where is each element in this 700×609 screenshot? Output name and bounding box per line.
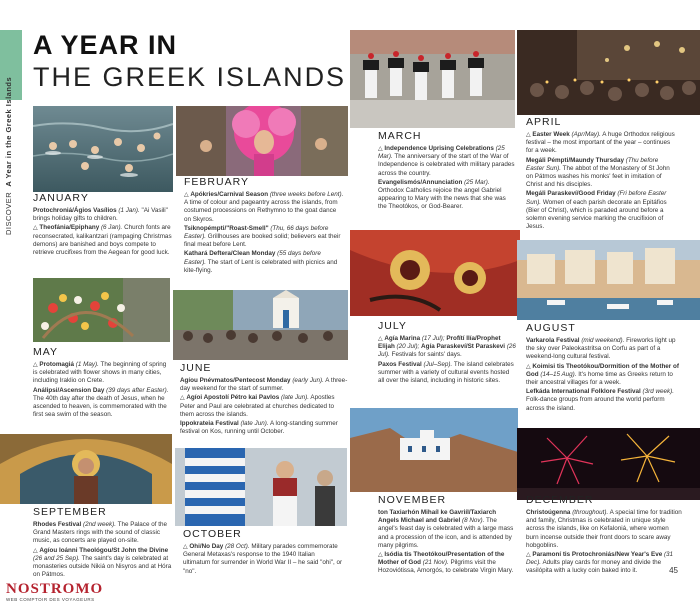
month-heading: JUNE: [180, 362, 212, 374]
month-heading: JULY: [378, 320, 407, 332]
event-text: Grillhouses are booked solid; believers eat their final meat before Lent.: [184, 233, 341, 249]
triangle-bullet-icon: △: [526, 363, 531, 370]
event-title: Paramoní tis Protochroniás/New Year's Eve: [532, 551, 663, 559]
triangle-bullet-icon: △: [183, 544, 188, 550]
event-title: Independence Uprising Celebrations: [384, 145, 494, 152]
event-title: Ippokrateia Festival: [180, 420, 239, 428]
month-heading: AUGUST: [526, 322, 576, 334]
month-heading: DECEMBER: [526, 494, 594, 506]
triangle-bullet-icon: △: [33, 547, 38, 554]
event-text: A special time for tradition and family, Christmas is celebrated in unique style across the islands, like on Kefaloniá, where women burn incense outside their front doors to scare away hobgoblins.: [526, 509, 682, 549]
event-date: (1 May).: [75, 361, 99, 368]
month-heading: OCTOBER: [183, 528, 242, 540]
event-text: The start of Lent is celebrated with picnics and kite-flying.: [184, 258, 338, 274]
event-title: Agíoi Apostolí Pétro kai Pavlos: [186, 394, 280, 402]
photo-april-easter: [517, 30, 700, 115]
event-text: A long-standing summer festival on Kos, running until October.: [180, 420, 338, 436]
event-date: (Fri before Easter Sun).: [526, 190, 667, 206]
event-text: Pilgrims visit the Hozoviótissa, Amorgós, to celebrate Virgin Mary.: [378, 559, 514, 575]
page-title-line1: A YEAR IN: [33, 30, 178, 60]
event-date: (14–15 Aug).: [540, 370, 577, 378]
photo-march-parade: [350, 30, 515, 128]
event-text: Adults play cards for money and divide the vasilópita with a lucky coin baked into it.: [526, 559, 662, 575]
photo-november-monastery: [350, 408, 518, 492]
event-text: Folk-dance groups from around the world perform across the island.: [526, 396, 665, 412]
triangle-bullet-icon: △: [526, 132, 531, 138]
event-title: Protomagiá: [39, 361, 75, 368]
event-date: (17 Jul);: [421, 335, 445, 342]
event-text: Orthodox Catholics rejoice the angel Gabriel appearing to Mary with the news that she was the Theotókos, or God-Bearer.: [378, 187, 506, 211]
event-title: Lefkáda International Folklore Festival: [526, 388, 641, 396]
month-heading: SEPTEMBER: [33, 506, 107, 518]
event-date: (8 Nov).: [461, 517, 485, 525]
triangle-bullet-icon: △: [184, 192, 189, 198]
event-date: (6 Jan).: [100, 224, 123, 232]
triangle-bullet-icon: △: [378, 146, 383, 152]
watermark-name: NOSTROMO: [6, 581, 104, 597]
event-title: Christoúgenna: [526, 509, 571, 516]
event-date: (mid weekend).: [581, 337, 625, 344]
event-title: Tsiknopémpti/"Roast-Smell": [184, 224, 269, 232]
month-heading: APRIL: [526, 116, 562, 128]
month-march: [378, 130, 516, 213]
event-date: (20 Jul);: [396, 343, 420, 351]
photo-july-icon: [350, 230, 520, 316]
event-date: (21 Nov).: [422, 559, 449, 567]
event-text: The angel's feast day is celebrated with a large mass and a procession of the icon, and is attended by many pilgrims.: [378, 517, 514, 549]
event-text: Military parades commemorate General Metaxas's response to the 1940 Italian ultimatum for surrender in World War II – he said "ohi", or "no".: [183, 543, 343, 575]
event-title: Evangelismós/Annunciation: [378, 178, 463, 186]
photo-june-crowd: [173, 290, 348, 360]
event-date: (late Jun).: [280, 394, 309, 402]
side-discover: DISCOVER: [4, 191, 13, 235]
event-date: (Thu before Easter Sun).: [526, 156, 659, 172]
event-text: Church fonts are reconsecrated, kalikantzari (rampaging Christmas demons) are banished and boys compete to retrieve crucifixes from the Aegean for good luck.: [33, 224, 172, 257]
photo-december-fireworks: [517, 428, 700, 500]
event-date: (late Jun).: [240, 420, 269, 428]
event-title: Rhodes Festival: [33, 521, 82, 528]
event-date: (Apr/May).: [571, 131, 601, 138]
month-july: [378, 320, 516, 386]
event-text: Apostles Peter and Paul are celebrated at churches dedicated to them across the islands.: [180, 394, 335, 418]
event-date: (55 days before Easter).: [184, 250, 321, 266]
event-title: Theofánia/Epiphany: [39, 224, 100, 232]
event-date: (3rd week).: [642, 388, 675, 396]
month-october: [183, 528, 343, 577]
side-section-title: A Year in the Greek Islands: [4, 76, 13, 187]
photo-may-flowers: [33, 278, 170, 342]
event-date: (Jul–Sep).: [423, 360, 453, 368]
event-text: Women of each parish decorate an Epitáfios (Bier of Christ), which is paraded around before a solemn evening service marking the crucifixion of Jesus.: [526, 198, 667, 231]
event-date: (three weeks before Lent).: [269, 191, 344, 198]
photo-february-carnival: [176, 106, 348, 176]
event-text: The anniversary of the start of the War of Independence is celebrated with military parades across the country.: [378, 153, 515, 177]
event-text: It's home time as Greeks return to their ancestral villages for a week.: [526, 370, 673, 387]
photo-october-flag: [175, 448, 347, 526]
watermark-tagline: WEB COMPTOIR DES VOYAGEURS: [6, 597, 95, 602]
event-date: (25 Mar).: [378, 145, 505, 161]
event-date: (26 and 25 Sep).: [33, 554, 80, 562]
event-title: Agíou Pnévmatos/Pentecost Monday: [180, 377, 291, 384]
month-heading: MAY: [33, 346, 58, 358]
triangle-bullet-icon: △: [378, 336, 383, 342]
event-date: (39 days after Easter).: [106, 386, 169, 394]
event-date: (early Jun).: [292, 377, 324, 384]
event-text: A huge Orthodox religious festival – the most important of the year – continues for a week.: [526, 131, 675, 155]
event-title: Agíou Ioánni Theológou/St John the Divine: [39, 546, 169, 554]
month-heading: MARCH: [378, 130, 422, 142]
event-title: Kathará Deftera/Clean Monday: [184, 250, 276, 258]
month-february: [184, 176, 344, 276]
month-april: [526, 116, 676, 232]
event-date: (31 Dec).: [526, 551, 674, 567]
triangle-bullet-icon: △: [378, 552, 383, 559]
event-text: A time of colour and pageantry across the islands, from costumed processions on Rethymno to the goat dance on Skyros.: [184, 199, 338, 223]
triangle-bullet-icon: △: [33, 362, 38, 368]
side-section-label: [4, 76, 18, 235]
event-date: (throughout).: [572, 509, 609, 516]
triangle-bullet-icon: △: [180, 395, 185, 402]
event-title: Agía Paraskeví/St Paraskevi: [421, 343, 506, 351]
event-text: The beginning of spring is celebrated with flower shows in many cities, including Iraklio on Crete.: [33, 361, 167, 385]
page-number: 45: [669, 566, 678, 575]
month-november: [378, 494, 518, 577]
month-september: [33, 506, 173, 580]
event-title: ton Taxiarhón Mihaíl ke Gavriíl/Taxiarch Angels Michael and Gabriel: [378, 509, 497, 525]
event-date: (2nd week).: [83, 521, 116, 528]
event-title: Easter Week: [532, 131, 570, 138]
photo-september-icon: [0, 434, 172, 504]
event-text: The abbot of the Monastery of St John on Pátmos washes his monks' feet in imitation of Christ and his disciples.: [526, 164, 670, 189]
photo-january-swimmers: [33, 106, 173, 192]
event-text: The 40th day after the death of Jesus, when he ascended to heaven, is commemorated with the first sea swim of the season.: [33, 394, 167, 419]
month-heading: NOVEMBER: [378, 494, 447, 506]
event-title: Koimisi tis Theotókou/Dormition of the Mother of God: [526, 362, 679, 378]
event-title: Profítí Ilía/Prophet Elijah: [378, 335, 501, 351]
event-date: (28 Oct).: [225, 543, 250, 550]
watermark-logo: [6, 581, 124, 607]
event-title: Megáli Pémpti/Maundy Thursday: [526, 156, 624, 164]
event-text: Fireworks light up the sky over Paleokastritsa on Corfu as part of a weekend-long cultural festival.: [526, 337, 676, 361]
event-text: A three-day weekend for the start of summer.: [180, 377, 348, 393]
month-august: [526, 322, 681, 414]
month-december: [526, 494, 682, 577]
month-heading: FEBRUARY: [184, 176, 249, 188]
event-title: Protochroniá/Ágios Vasílios: [33, 207, 117, 214]
triangle-bullet-icon: △: [526, 552, 531, 559]
event-title: Apókries/Carnival Season: [190, 191, 269, 198]
page-title-line2: THE GREEK ISLANDS: [33, 62, 347, 92]
event-date: (26 Jul).: [378, 343, 516, 359]
photo-august-harbour: [517, 240, 700, 320]
event-title: Isódia tis Theotókou/Presentation of the Mother of God: [378, 551, 505, 567]
event-text: "Ai Vasili" brings holiday gifts to children.: [33, 207, 168, 223]
event-text: Festivals for saints' days.: [391, 351, 462, 359]
event-title: Megáli Paraskeví/Good Friday: [526, 190, 616, 198]
event-text: The saint's day is celebrated at monasteries outside Nikiá on Nisyros and at Hóra on Pátmos.: [33, 554, 172, 579]
event-title: Análipsi/Ascension Day: [33, 386, 105, 394]
month-june: [180, 362, 348, 437]
event-title: Agía Marina: [384, 335, 421, 342]
event-text: The island celebrates summer with a variety of cultural events hosted all over the island, including in historic sites.: [378, 360, 514, 385]
triangle-bullet-icon: △: [33, 225, 38, 232]
month-heading: JANUARY: [33, 192, 89, 204]
event-title: Varkarola Festival: [526, 337, 580, 344]
month-january: [33, 192, 173, 258]
event-title: Ohi/No Day: [189, 543, 224, 550]
event-date: (Thu, 66 days before Easter).: [184, 224, 329, 241]
event-title: Paxos Festival: [378, 360, 422, 368]
event-date: (25 Mar).: [464, 178, 490, 186]
month-may: [33, 346, 170, 420]
event-date: (1 Jan).: [118, 207, 140, 214]
event-text: The Palace of the Grand Masters rings with the sound of classic music, as concerts are played on-site.: [33, 521, 167, 545]
